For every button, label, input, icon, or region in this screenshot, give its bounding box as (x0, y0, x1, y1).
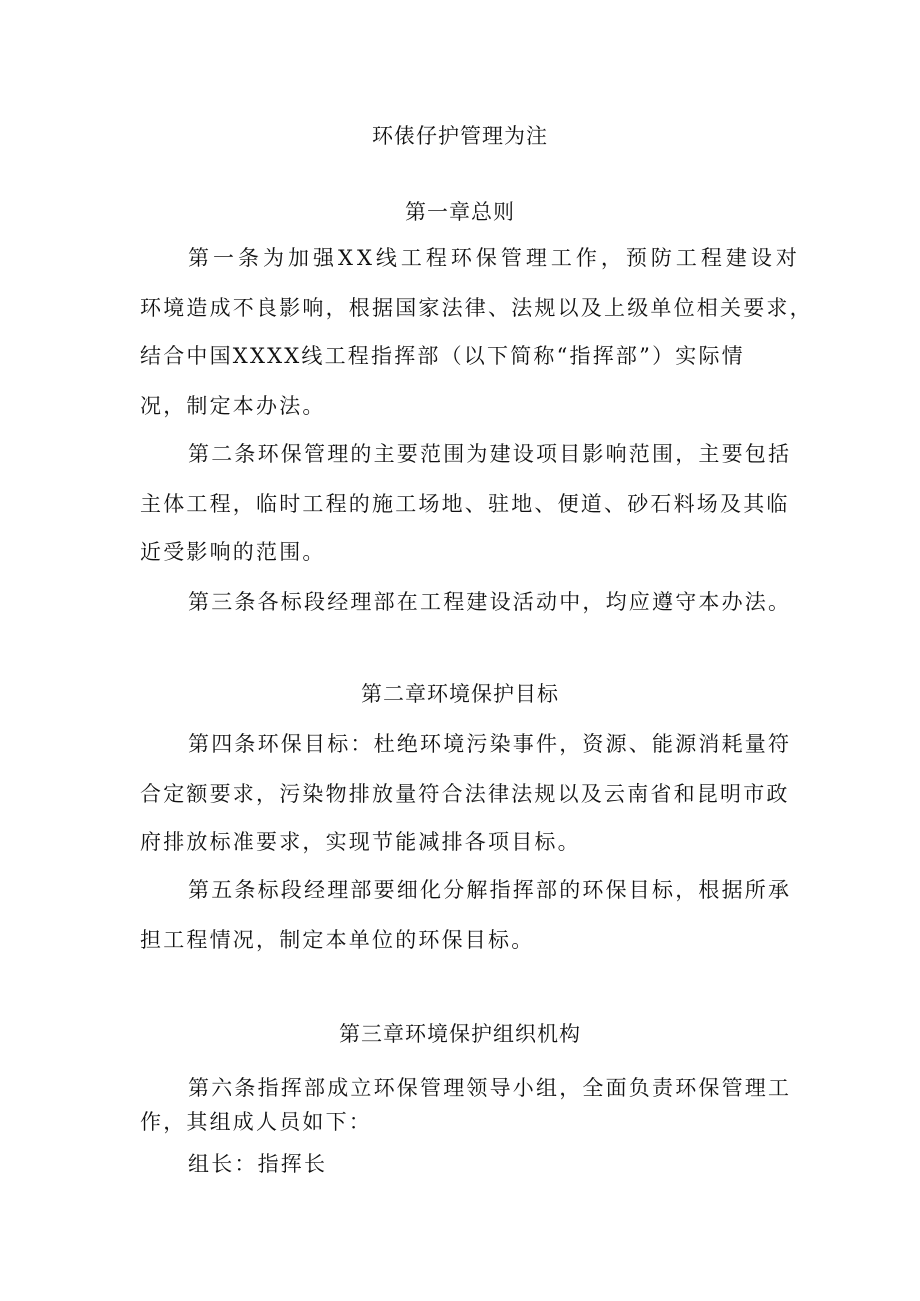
paragraph-line: 第四条环保目标：杜绝环境污染事件，资源、能源消耗量符 (188, 732, 792, 756)
chapter-heading: 第三章环境保护组织机构 (339, 1022, 581, 1046)
paragraph-line: 结合中国XXXX线工程指挥部（以下简称“指挥部”）实际情 (140, 344, 745, 368)
document-title: 环俵仔护管理为注 (372, 124, 548, 148)
chapter-heading: 第二章环境保护目标 (361, 682, 559, 706)
paragraph-line: 第五条标段经理部要细化分解指挥部的环保目标，根据所承 (188, 878, 792, 902)
paragraph-line: 作，其组成人员如下： (140, 1110, 372, 1134)
paragraph-line: 主体工程，临时工程的施工场地、驻地、便道、砂石料场及其临 (140, 492, 790, 516)
paragraph-line: 担工程情况，制定本单位的环保目标。 (140, 928, 535, 952)
paragraph-line: 第二条环保管理的主要范围为建设项目影响范围，主要包括 (188, 442, 792, 466)
paragraph-line: 合定额要求，污染物排放量符合法律法规以及云南省和昆明市政 (140, 782, 790, 806)
paragraph-line: 府排放标准要求，实现节能减排各项目标。 (140, 830, 581, 854)
paragraph-line: 况，制定本办法。 (140, 394, 326, 418)
paragraph-line: 第三条各标段经理部在工程建设活动中，均应遵守本办法。 (188, 590, 792, 614)
chapter-heading: 第一章总则 (405, 200, 515, 224)
paragraph-line: 第一条为加强XX线工程环保管理工作，预防工程建设对 (188, 246, 801, 270)
paragraph-line: 近受影响的范围。 (140, 540, 326, 564)
paragraph-line: 第六条指挥部成立环保管理领导小组，全面负责环保管理工 (188, 1076, 792, 1100)
paragraph-line: 组长：指挥长 (188, 1152, 328, 1176)
paragraph-line: 环境造成不良影响，根据国家法律、法规以及上级单位相关要求， (140, 296, 813, 320)
